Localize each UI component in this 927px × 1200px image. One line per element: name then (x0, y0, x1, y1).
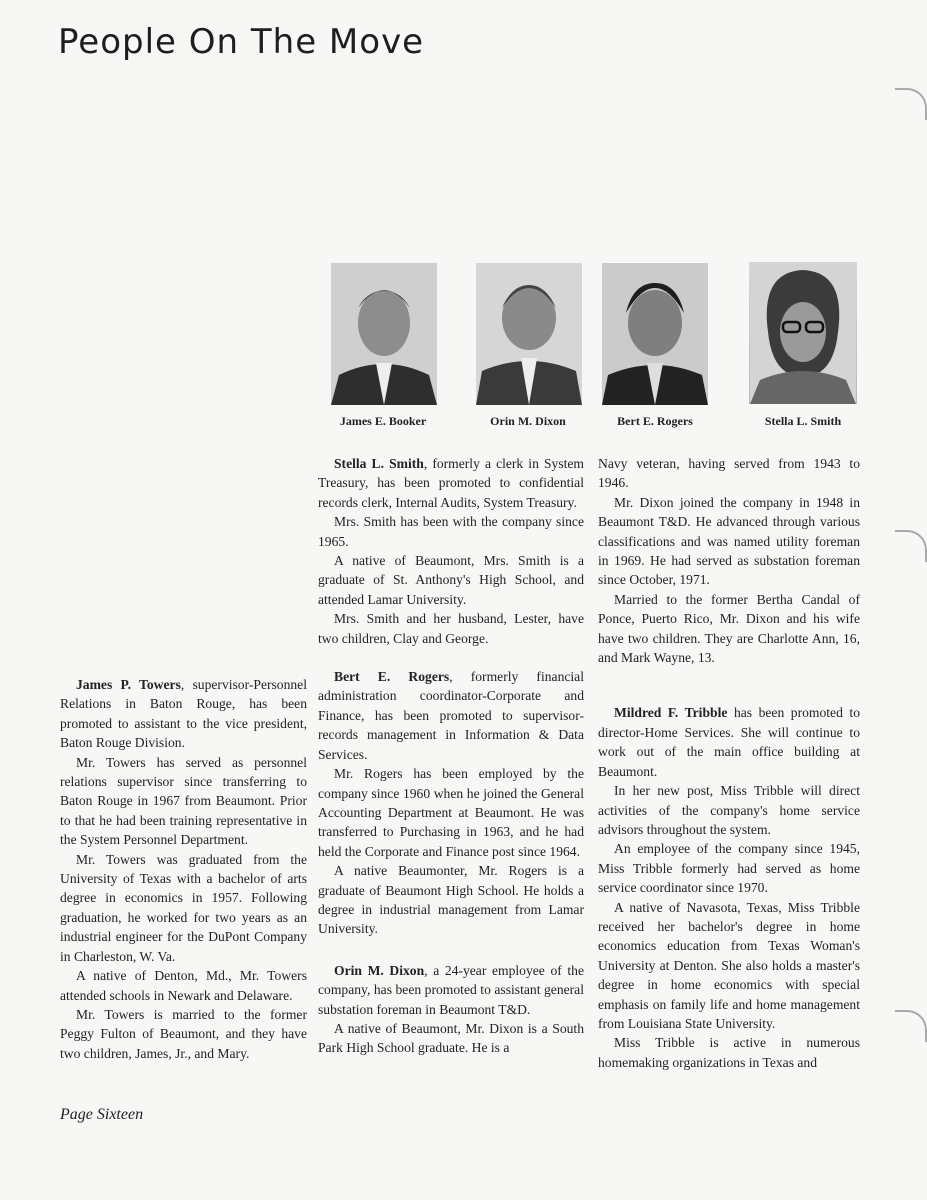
paragraph: , formerly financial administration coordinator-Corporate and Finance, has been promoted to supervisor-records management in Information & Data Services. (318, 669, 584, 762)
person-name: Bert E. Rogers (334, 669, 450, 685)
paragraph: , formerly a clerk in System Treasury, has been promoted to confidential records clerk, Internal Audits, System Treasury. (318, 456, 584, 510)
paragraph: Mrs. Smith and her husband, Lester, have two children, Clay and George. (318, 611, 584, 646)
paragraph: An employee of the company since 1945, Miss Tribble formerly had served as home service coordinator since 1970. (598, 841, 860, 896)
photo-caption: James E. Booker (339, 414, 427, 428)
portrait-photo-smith (749, 262, 857, 404)
photo-caption: Orin M. Dixon (490, 414, 566, 428)
paragraph: A native of Beaumont, Mr. Dixon is a South Park High School graduate. He is a (318, 1020, 584, 1056)
person-name: James P. Towers (76, 677, 181, 692)
paragraph: has been promoted to director-Home Services. She will continue to work out of the main office building at Beaumont. (598, 705, 860, 779)
paragraph: A native Beaumonter, Mr. Rogers is a graduate of Beaumont High School. He holds a degree in industrial management from Lamar University. (318, 863, 584, 937)
photo-caption: Bert E. Rogers (617, 414, 693, 428)
article-towers (60, 675, 307, 1063)
page-title: People On The Move (58, 22, 425, 62)
paragraph: Married to the former Bertha Candal of Ponce, Puerto Rico, Mr. Dixon and his wife have two children. They are Charlotte Ann, 16, and Mark Wayne, 13. (598, 591, 860, 666)
paragraph: A native of Beaumont, Mrs. Smith is a graduate of St. Anthony's High School, and attended Lamar University. (318, 553, 584, 607)
binder-hole-mark (895, 88, 927, 120)
binder-hole-mark (895, 1010, 927, 1042)
paragraph: A native of Denton, Md., Mr. Towers attended schools in Newark and Delaware. (60, 968, 307, 1003)
portrait-photo-booker (331, 263, 437, 405)
portrait-photo-dixon (476, 263, 582, 405)
paragraph: Mrs. Smith has been with the company since 1965. (318, 514, 584, 549)
paragraph: A native of Navasota, Texas, Miss Tribble received her bachelor's degree in home economics education from Texas Woman's University at Denton. She also holds a master's degree in home economics with special emphasis on family life and home management from Louisiana State University. (598, 899, 860, 1031)
paragraph: Mr. Towers has served as personnel relations supervisor since transferring to Baton Rouge in 1967 from Beaumont. Prior to that he had been training representative in the System Personnel Department. (60, 754, 307, 848)
photo-caption: Stella L. Smith (764, 414, 842, 428)
paragraph: Miss Tribble is active in numerous homemaking organizations in Texas and (598, 1035, 860, 1070)
paragraph: Mr. Rogers has been employed by the company since 1960 when he joined the General Accounting Department at Beaumont. He was transferred to Purchasing in 1963, and he had held the Corporate and Finance post since 1964. (318, 766, 584, 859)
right-column (598, 454, 860, 1072)
person-name: Orin M. Dixon (334, 962, 425, 978)
page-number: Page Sixteen (60, 1106, 144, 1123)
paragraph: Mr. Dixon joined the company in 1948 in Beaumont T&D. He advanced through various classifications and was named utility foreman in 1969. He had served as substation foreman since October, 1971. (598, 494, 860, 588)
paragraph: Navy veteran, having served from 1943 to 1946. (598, 456, 860, 491)
paragraph: Mr. Towers was graduated from the University of Texas with a bachelor of arts degree in economics in 1957. Following graduation, he worked for two years as an industrial engineer for the DuPont Company in Charleston, W. Va. (60, 851, 307, 964)
person-name: Stella L. Smith (334, 456, 424, 471)
paragraph: , a 24-year employee of the company, has been promoted to assistant general substation foreman in Beaumont T&D. (318, 962, 584, 1017)
middle-column (318, 454, 584, 1058)
paragraph: Mr. Towers is married to the former Peggy Fulton of Beaumont, and they have two children, James, Jr., and Mary. (60, 1006, 307, 1061)
paragraph: , supervisor-Personnel Relations in Baton Rouge, has been promoted to assistant to the vice president, Baton Rouge Division. (60, 677, 307, 751)
paragraph: In her new post, Miss Tribble will direct activities of the company's home service advisors throughout the system. (598, 783, 860, 837)
binder-hole-mark (895, 530, 927, 562)
person-name: Mildred F. Tribble (614, 705, 728, 721)
portrait-photo-rogers (602, 263, 708, 405)
